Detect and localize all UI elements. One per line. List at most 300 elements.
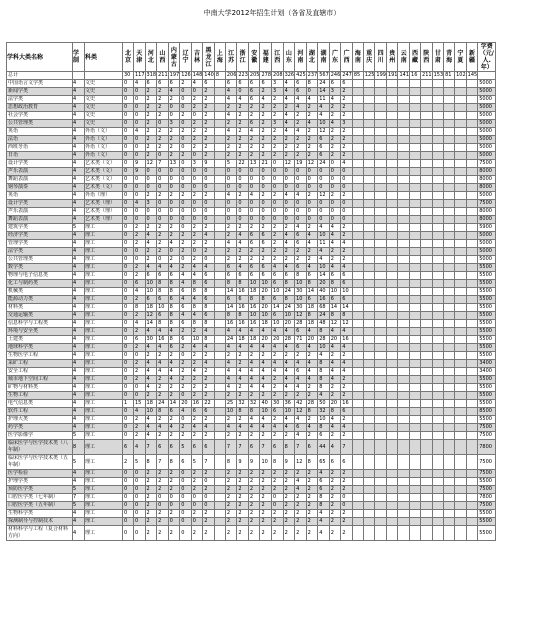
province-count-cell xyxy=(455,502,467,510)
province-count-cell xyxy=(455,510,467,518)
province-count-cell xyxy=(398,96,410,104)
province-count-cell xyxy=(421,392,433,400)
subject-name-cell: 生物科学类 xyxy=(7,510,73,518)
province-count-cell xyxy=(455,192,467,200)
header-province: 内蒙古 xyxy=(168,43,180,72)
province-count-cell xyxy=(398,224,410,232)
province-count-cell: 2 xyxy=(306,494,318,502)
province-count-cell: 2 xyxy=(225,224,237,232)
province-count-cell xyxy=(455,328,467,336)
province-count-cell: 6 xyxy=(260,240,272,248)
province-count-cell: 2 xyxy=(329,494,341,502)
subject-name-cell: 生物医学工程 xyxy=(7,352,73,360)
province-count-cell xyxy=(455,432,467,440)
province-count-cell xyxy=(363,160,375,168)
province-count-cell: 6 xyxy=(329,272,341,280)
province-count-cell: 2 xyxy=(203,224,215,232)
province-count-cell xyxy=(432,152,444,160)
province-count-cell: 2 xyxy=(157,144,169,152)
province-count-cell xyxy=(466,416,478,424)
province-count-cell: 2 xyxy=(191,256,203,264)
province-count-cell: 4 xyxy=(260,368,272,376)
province-count-cell: 2 xyxy=(272,376,284,384)
province-count-cell xyxy=(455,208,467,216)
province-count-cell: 2 xyxy=(145,256,157,264)
province-count-cell: 0 xyxy=(295,168,307,176)
province-count-cell: 2 xyxy=(191,486,203,494)
years-cell: 4 xyxy=(73,416,85,424)
province-count-cell: 4 xyxy=(329,232,341,240)
fee-cell: 5500 xyxy=(478,384,496,392)
province-count-cell: 6 xyxy=(168,344,180,352)
province-count-cell xyxy=(386,80,398,88)
province-count-cell: 18 xyxy=(237,336,249,344)
years-cell: 4 xyxy=(73,176,85,184)
province-count-cell: 2 xyxy=(145,112,157,120)
province-count-cell: 4 xyxy=(283,360,295,368)
province-count-cell xyxy=(375,486,387,494)
province-count-cell: 8 xyxy=(157,408,169,416)
province-count-cell: 2 xyxy=(237,152,249,160)
province-count-cell: 2 xyxy=(134,296,146,304)
province-count-cell: 20 xyxy=(329,400,341,408)
province-count-cell: 4 xyxy=(283,384,295,392)
province-count-cell: 2 xyxy=(260,256,272,264)
province-count-cell: 0 xyxy=(180,352,192,360)
province-count-cell: 4 xyxy=(283,264,295,272)
province-count-cell: 2 xyxy=(341,470,353,478)
province-count-cell xyxy=(375,328,387,336)
province-count-cell xyxy=(410,368,421,376)
province-count-cell: 6 xyxy=(329,455,341,470)
province-count-cell: 2 xyxy=(191,224,203,232)
province-count-cell xyxy=(386,136,398,144)
category-cell: 文史 xyxy=(85,104,123,112)
province-count-cell xyxy=(386,112,398,120)
province-count-cell: 2 xyxy=(260,470,272,478)
province-count-cell: 4 xyxy=(283,80,295,88)
province-count-cell: 0 xyxy=(134,136,146,144)
header-province: 贵州 xyxy=(386,43,398,72)
province-count-cell xyxy=(444,232,455,240)
province-count-cell: 0 xyxy=(225,200,237,208)
province-count-cell: 2 xyxy=(248,152,260,160)
province-count-cell xyxy=(375,296,387,304)
province-count-cell xyxy=(363,136,375,144)
province-count-cell: 2 xyxy=(180,192,192,200)
province-count-cell: 10 xyxy=(341,288,353,296)
category-cell: 理工 xyxy=(85,352,123,360)
province-count-cell xyxy=(444,424,455,432)
province-count-cell xyxy=(410,112,421,120)
province-count-cell: 2 xyxy=(225,494,237,502)
province-count-cell xyxy=(363,176,375,184)
province-count-cell: 0 xyxy=(225,216,237,224)
fee-cell: 7500 xyxy=(478,455,496,470)
province-count-cell xyxy=(466,486,478,494)
province-count-cell: 4 xyxy=(283,120,295,128)
province-count-cell: 6 xyxy=(260,264,272,272)
province-count-cell xyxy=(363,352,375,360)
province-count-cell xyxy=(398,328,410,336)
province-count-cell xyxy=(386,312,398,320)
province-count-cell: 5 xyxy=(180,440,192,455)
province-count-cell xyxy=(363,328,375,336)
subject-name-cell: 建筑学类 xyxy=(7,224,73,232)
province-count-cell xyxy=(214,392,225,400)
province-count-cell: 0 xyxy=(248,176,260,184)
province-count-cell: 2 xyxy=(203,416,215,424)
fee-cell: 5500 xyxy=(478,478,496,486)
province-count-cell: 4 xyxy=(157,264,169,272)
province-count-cell xyxy=(363,232,375,240)
province-count-cell: 0 xyxy=(123,248,134,256)
total-count-cell: 85 xyxy=(352,72,363,80)
province-count-cell: 2 xyxy=(248,494,260,502)
province-count-cell: 4 xyxy=(272,424,284,432)
subject-name-cell: 设计学类 xyxy=(7,200,73,208)
province-count-cell xyxy=(432,224,444,232)
province-count-cell xyxy=(466,392,478,400)
province-count-cell: 7 xyxy=(260,440,272,455)
province-count-cell: 2 xyxy=(145,192,157,200)
years-cell: 5 xyxy=(73,224,85,232)
province-count-cell xyxy=(455,486,467,494)
total-count-cell: 208 xyxy=(273,72,283,78)
province-count-cell: 8 xyxy=(225,455,237,470)
province-count-cell xyxy=(375,400,387,408)
province-count-cell xyxy=(375,144,387,152)
province-count-cell xyxy=(455,344,467,352)
province-count-cell xyxy=(375,312,387,320)
province-count-cell: 4 xyxy=(329,424,341,432)
province-count-cell: 4 xyxy=(180,312,192,320)
table-row xyxy=(7,96,496,104)
header-years: 学制 xyxy=(73,43,85,72)
fee-cell: 5000 xyxy=(478,248,496,256)
province-count-cell: 18 xyxy=(248,288,260,296)
province-count-cell: 0 xyxy=(180,136,192,144)
province-count-cell: 4 xyxy=(295,486,307,494)
province-count-cell: 6 xyxy=(248,120,260,128)
province-count-cell: 8 xyxy=(306,280,318,288)
province-count-cell xyxy=(375,80,387,88)
province-count-cell xyxy=(386,368,398,376)
province-count-cell xyxy=(444,104,455,112)
province-count-cell xyxy=(410,136,421,144)
subject-name-cell: 公共管理类 xyxy=(7,120,73,128)
province-count-cell xyxy=(410,432,421,440)
province-count-cell: 12 xyxy=(329,320,341,328)
province-count-cell: 4 xyxy=(341,424,353,432)
province-count-cell: 0 xyxy=(237,176,249,184)
province-count-cell xyxy=(432,216,444,224)
province-count-cell: 6 xyxy=(248,264,260,272)
province-count-cell xyxy=(386,296,398,304)
province-count-cell xyxy=(375,224,387,232)
province-count-cell: 4 xyxy=(203,232,215,240)
province-count-cell xyxy=(386,152,398,160)
province-count-cell: 4 xyxy=(145,328,157,336)
province-count-cell: 2 xyxy=(180,432,192,440)
province-count-cell: 12 xyxy=(318,192,330,200)
province-count-cell xyxy=(352,526,363,541)
province-count-cell: 4 xyxy=(272,360,284,368)
province-count-cell xyxy=(398,200,410,208)
province-count-cell xyxy=(455,168,467,176)
province-count-cell: 4 xyxy=(306,240,318,248)
province-count-cell: 2 xyxy=(203,376,215,384)
province-count-cell xyxy=(455,88,467,96)
province-count-cell: 2 xyxy=(295,256,307,264)
province-count-cell: 2 xyxy=(306,152,318,160)
province-count-cell xyxy=(444,208,455,216)
header-province: 上海 xyxy=(214,43,225,72)
subject-name-cell: 护理大类 xyxy=(7,416,73,424)
years-cell: 4 xyxy=(73,104,85,112)
fee-cell: 5500 xyxy=(478,518,496,526)
province-count-cell: 6 xyxy=(260,232,272,240)
province-count-cell: 9 xyxy=(248,455,260,470)
total-count-cell: 567 xyxy=(319,72,329,78)
province-count-cell: 2 xyxy=(260,392,272,400)
province-count-cell xyxy=(421,400,433,408)
category-cell: 艺术类（文） xyxy=(85,176,123,184)
province-count-cell: 13 xyxy=(168,160,180,168)
province-count-cell: 2 xyxy=(306,224,318,232)
province-count-cell: 0 xyxy=(191,200,203,208)
province-count-cell: 2 xyxy=(157,478,169,486)
years-cell: 4 xyxy=(73,408,85,416)
province-count-cell: 0 xyxy=(123,344,134,352)
subject-name-cell: 临床医学与医学技术类（八年制） xyxy=(7,440,73,455)
province-count-cell xyxy=(375,384,387,392)
province-count-cell xyxy=(444,272,455,280)
province-count-cell xyxy=(363,208,375,216)
province-count-cell: 2 xyxy=(329,392,341,400)
province-count-cell: 0 xyxy=(180,526,192,541)
fee-cell: 8000 xyxy=(478,208,496,216)
province-count-cell xyxy=(363,96,375,104)
province-count-cell: 15 xyxy=(134,400,146,408)
province-count-cell xyxy=(410,208,421,216)
province-count-cell: 2 xyxy=(180,240,192,248)
province-count-cell: 9 xyxy=(237,455,249,470)
province-count-cell xyxy=(432,432,444,440)
province-count-cell: 2 xyxy=(260,224,272,232)
province-count-cell: 4 xyxy=(180,296,192,304)
province-count-cell xyxy=(214,248,225,256)
province-count-cell xyxy=(386,424,398,432)
province-count-cell: 65 xyxy=(318,455,330,470)
province-count-cell: 0 xyxy=(180,120,192,128)
province-count-cell xyxy=(466,288,478,296)
province-count-cell xyxy=(386,176,398,184)
province-count-cell xyxy=(386,518,398,526)
province-count-cell xyxy=(398,312,410,320)
province-count-cell: 4 xyxy=(168,424,180,432)
province-count-cell: 0 xyxy=(260,208,272,216)
total-count-cell: 16 xyxy=(410,72,421,80)
province-count-cell xyxy=(363,288,375,296)
province-count-cell: 6 xyxy=(145,80,157,88)
province-count-cell: 8 xyxy=(168,304,180,312)
province-count-cell: 2 xyxy=(341,518,353,526)
province-count-cell xyxy=(455,184,467,192)
province-count-cell: 2 xyxy=(225,478,237,486)
province-count-cell: 2 xyxy=(180,424,192,432)
province-count-cell xyxy=(432,518,444,526)
province-count-cell xyxy=(352,192,363,200)
province-count-cell: 12 xyxy=(283,160,295,168)
years-cell: 4 xyxy=(73,136,85,144)
province-count-cell xyxy=(444,470,455,478)
province-count-cell: 0 xyxy=(134,192,146,200)
province-count-cell: 0 xyxy=(145,168,157,176)
province-count-cell: 18 xyxy=(306,320,318,328)
province-count-cell xyxy=(444,248,455,256)
province-count-cell xyxy=(410,224,421,232)
province-count-cell: 0 xyxy=(145,184,157,192)
province-count-cell xyxy=(363,120,375,128)
years-cell: 4 xyxy=(73,392,85,400)
province-count-cell: 20 xyxy=(260,304,272,312)
province-count-cell: 2 xyxy=(306,392,318,400)
province-count-cell: 4 xyxy=(318,248,330,256)
province-count-cell: 2 xyxy=(145,494,157,502)
province-count-cell: 2 xyxy=(191,478,203,486)
province-count-cell xyxy=(363,510,375,518)
category-cell: 理工 xyxy=(85,368,123,376)
province-count-cell: 0 xyxy=(180,208,192,216)
table-header-row xyxy=(7,43,496,72)
province-count-cell: 2 xyxy=(341,432,353,440)
province-count-cell: 2 xyxy=(237,510,249,518)
province-count-cell: 4 xyxy=(306,376,318,384)
province-count-cell: 20 xyxy=(272,336,284,344)
province-count-cell xyxy=(352,224,363,232)
province-count-cell xyxy=(352,232,363,240)
province-count-cell xyxy=(466,184,478,192)
province-count-cell: 2 xyxy=(237,518,249,526)
province-count-cell: 4 xyxy=(295,192,307,200)
fee-cell: 5000 xyxy=(478,232,496,240)
province-count-cell: 0 xyxy=(123,160,134,168)
province-count-cell xyxy=(410,304,421,312)
province-count-cell: 2 xyxy=(306,352,318,360)
province-count-cell: 4 xyxy=(272,264,284,272)
province-count-cell: 2 xyxy=(248,478,260,486)
province-count-cell: 2 xyxy=(157,416,169,424)
province-count-cell xyxy=(398,440,410,455)
province-count-cell: 0 xyxy=(134,352,146,360)
table-row xyxy=(7,200,496,208)
category-cell: 理工 xyxy=(85,232,123,240)
years-cell: 5 xyxy=(73,486,85,494)
table-row xyxy=(7,240,496,248)
province-count-cell: 6 xyxy=(318,136,330,144)
province-count-cell: 0 xyxy=(272,208,284,216)
years-cell: 4 xyxy=(73,478,85,486)
category-cell: 理工 xyxy=(85,470,123,478)
province-count-cell: 6 xyxy=(318,432,330,440)
subject-name-cell: 材料科学与工程（复合材料方向） xyxy=(7,526,73,541)
province-count-cell: 2 xyxy=(329,518,341,526)
province-count-cell: 0 xyxy=(237,200,249,208)
province-count-cell: 0 xyxy=(123,336,134,344)
province-count-cell: 3 xyxy=(145,200,157,208)
province-count-cell: 0 xyxy=(123,518,134,526)
province-count-cell: 0 xyxy=(157,120,169,128)
province-count-cell: 4 xyxy=(248,344,260,352)
province-count-cell xyxy=(421,120,433,128)
province-count-cell: 0 xyxy=(134,88,146,96)
province-count-cell: 2 xyxy=(225,510,237,518)
category-cell: 理工 xyxy=(85,494,123,502)
province-count-cell xyxy=(398,248,410,256)
province-count-cell: 8 xyxy=(329,312,341,320)
province-count-cell xyxy=(432,455,444,470)
province-count-cell: 13 xyxy=(248,160,260,168)
province-count-cell xyxy=(410,328,421,336)
years-cell: 4 xyxy=(73,518,85,526)
province-count-cell: 0 xyxy=(123,208,134,216)
province-count-cell: 2 xyxy=(341,352,353,360)
province-count-cell xyxy=(214,312,225,320)
province-count-cell: 0 xyxy=(225,176,237,184)
province-count-cell: 0 xyxy=(248,200,260,208)
province-count-cell: 2 xyxy=(203,486,215,494)
province-count-cell xyxy=(352,80,363,88)
province-count-cell xyxy=(386,128,398,136)
province-count-cell xyxy=(432,168,444,176)
province-count-cell xyxy=(455,518,467,526)
province-count-cell: 2 xyxy=(237,392,249,400)
province-count-cell: 2 xyxy=(191,120,203,128)
province-count-cell xyxy=(398,470,410,478)
province-count-cell xyxy=(398,264,410,272)
province-count-cell: 2 xyxy=(248,518,260,526)
province-count-cell xyxy=(398,208,410,216)
province-count-cell xyxy=(410,240,421,248)
province-count-cell xyxy=(444,408,455,416)
subject-name-cell: 公共管理类 xyxy=(7,256,73,264)
province-count-cell: 6 xyxy=(168,80,180,88)
category-cell: 理工 xyxy=(85,320,123,328)
province-count-cell xyxy=(466,248,478,256)
province-count-cell: 40 xyxy=(260,400,272,408)
province-count-cell xyxy=(410,248,421,256)
province-count-cell: 2 xyxy=(306,136,318,144)
province-count-cell xyxy=(455,264,467,272)
province-count-cell: 2 xyxy=(272,224,284,232)
province-count-cell xyxy=(363,400,375,408)
province-count-cell: 6 xyxy=(168,440,180,455)
province-count-cell: 4 xyxy=(145,360,157,368)
province-count-cell: 2 xyxy=(272,486,284,494)
province-count-cell xyxy=(398,384,410,392)
years-cell: 4 xyxy=(73,152,85,160)
province-count-cell: 2 xyxy=(191,240,203,248)
province-count-cell: 4 xyxy=(283,376,295,384)
province-count-cell xyxy=(214,424,225,432)
province-count-cell xyxy=(386,416,398,424)
province-count-cell: 4 xyxy=(248,376,260,384)
province-count-cell: 4 xyxy=(260,328,272,336)
province-count-cell xyxy=(352,288,363,296)
province-count-cell: 2 xyxy=(168,144,180,152)
table-row xyxy=(7,360,496,368)
